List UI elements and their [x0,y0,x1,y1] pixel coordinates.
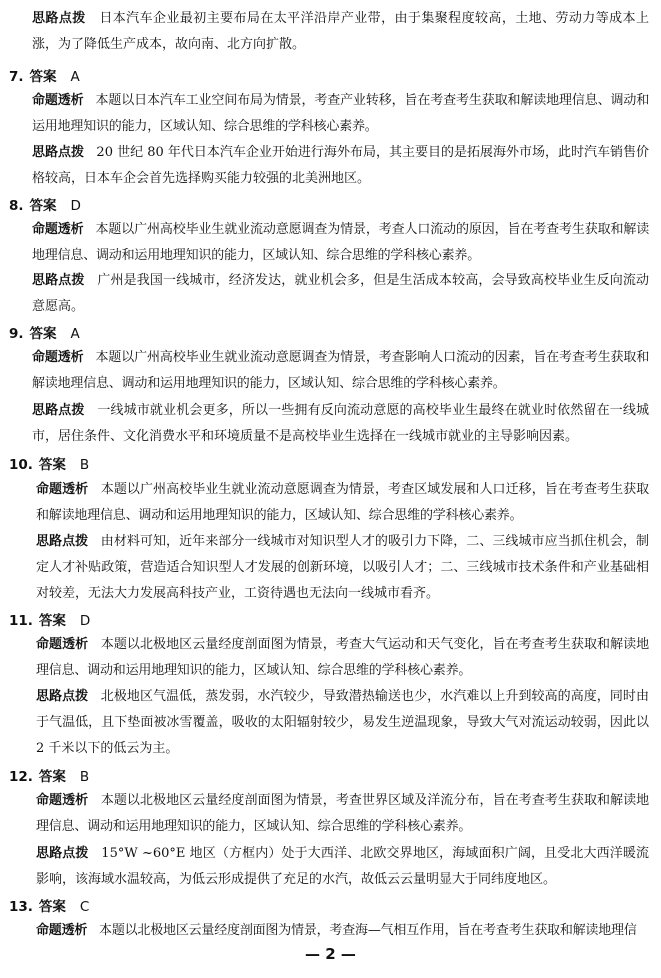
hint-label: 思路点拨 [32,145,85,160]
analysis-text: 本题以广州高校毕业生就业流动意愿调查为情景，考查人口流动的原因，旨在考查考生获取和解读地理信息、调动和运用地理知识的能力，区域认知、综合思维的学科核心素养。 [32,222,649,263]
analysis-text: 本题以北极地区云量经度剖面图为情景，考查海—气相互作用，旨在考查考生获取和解读地理信 [99,923,637,938]
analysis-text: 本题以北极地区云量经度剖面图为情景，考查世界区域及洋流分布，旨在考查考生获取和解读地理信息、调动和运用地理知识的能力，区域认知、综合思维的学科核心素养。 [36,793,649,834]
question-number: 12. [9,769,33,785]
question-11-hint [0,684,661,762]
hint-text: 广州是我国一线城市，经济发达，就业机会多，但是生活成本较高，会导致高校毕业生反向流动意愿高。 [32,273,649,314]
question-10-analysis [0,477,661,529]
question-8-analysis [0,217,661,269]
answer-label: 答案 [29,198,57,214]
analysis-text: 本题以广州高校毕业生就业流动意愿调查为情景，考查区域发展和人口迁移，旨在考查考生获取和解读地理信息、调动和运用地理知识的能力，区域认知、综合思维的学科核心素养。 [36,482,649,523]
question-11-header [9,611,90,631]
analysis-label: 命题透析 [36,923,88,938]
hint-text: 北极地区气温低，蒸发弱，水汽较少，导致潜热输送也少，水汽难以上升到较高的高度，同时由于气温低，且下垫面被冰雪覆盖，吸收的太阳辐射较少，易发生逆温现象，导致大气对流运动较弱，因此以 2 千米以下的低云为主。 [36,689,649,756]
question-number: 11. [9,613,33,629]
question-9-header [9,324,80,344]
hint-text: 由材料可知，近年来部分一线城市对知识型人才的吸引力下降，二、三线城市应当抓住机会，制定人才补贴政策，营造适合知识型人才发展的创新环境，以吸引人才；二、三线城市技术条件和产业基础相对较差，无法大力发展高科技产业，工资待遇也无法向一线城市看齐。 [36,534,649,601]
analysis-text: 本题以广州高校毕业生就业流动意愿调查为情景，考查影响人口流动的因素，旨在考查考生获取和解读地理信息、调动和运用地理知识的能力，区域认知、综合思维的学科核心素养。 [32,350,649,391]
answer-letter: D [79,613,91,629]
analysis-label: 命题透析 [36,482,89,497]
question-8-header [9,196,81,216]
hint-label: 思路点拨 [36,689,89,704]
answer-letter: A [70,326,80,342]
answer-letter: C [79,899,90,915]
question-11-analysis [0,632,661,684]
question-12-hint [0,841,661,893]
question-10-hint [0,529,661,607]
analysis-label: 命题透析 [32,93,84,108]
hint-text: 一线城市就业机会更多，所以一些拥有反向流动意愿的高校毕业生最终在就业时依然留在一线城市，居住条件、文化消费水平和环境质量不是高校毕业生选择在一线城市就业的主导影响因素。 [32,403,649,444]
answer-label: 答案 [38,457,66,473]
question-number: 8. [9,198,24,214]
answer-letter: D [70,198,81,214]
question-number: 7. [9,69,24,85]
answer-letter: A [70,69,80,85]
question-7-analysis [0,88,661,140]
question-8-hint [0,268,661,320]
analysis-label: 命题透析 [36,793,89,808]
question-7-header [9,67,80,87]
question-12-header [9,767,89,787]
question-9-hint [0,398,661,450]
answer-label: 答案 [38,769,66,785]
question-9-analysis [0,345,661,397]
intro-hint-paragraph [32,6,649,58]
answer-letter: B [79,769,90,785]
question-number: 13. [9,899,33,915]
question-number: 9. [9,326,24,342]
answer-label: 答案 [29,69,57,85]
analysis-label: 命题透析 [32,350,84,365]
analysis-text: 本题以北极地区云量经度剖面图为情景，考查大气运动和天气变化，旨在考查考生获取和解读地理信息、调动和运用地理知识的能力，区域认知、综合思维的学科核心素养。 [36,637,649,678]
analysis-text: 本题以日本汽车工业空间布局为情景，考查产业转移，旨在考查考生获取和解读地理信息、调动和运用地理知识的能力，区域认知、综合思维的学科核心素养。 [32,93,649,134]
answer-letter: B [79,457,90,473]
hint-text: 20 世纪 80 年代日本汽车企业开始进行海外布局，其主要目的是拓展海外市场，此时汽车销售价格较高，日本车企会首先选择购买能力较强的北美洲地区。 [32,145,649,186]
analysis-label: 命题透析 [32,222,84,237]
hint-label: 思路点拨 [32,11,86,26]
question-13-header [9,897,89,917]
intro-hint-block [0,6,661,58]
hint-label: 思路点拨 [32,403,85,418]
hint-text: 15°W ~60°E 地区（方框内）处于大西洋、北欧交界地区，海域面积广阔，且受北大西洋暖流影响，该海域水温较高，为低云形成提供了充足的水汽，故低云云量明显大于同纬度地区。 [36,846,649,887]
question-number: 10. [9,457,33,473]
page-number: — 2 — [305,945,356,963]
hint-text: 日本汽车企业最初主要布局在太平洋沿岸产业带，由于集聚程度较高，土地、劳动力等成本上涨，为了降低生产成本，故向南、北方向扩散。 [32,11,649,52]
hint-label: 思路点拨 [32,273,85,288]
question-10-header [9,455,89,475]
answer-label: 答案 [38,613,66,629]
question-12-analysis [0,788,661,840]
analysis-label: 命题透析 [36,637,89,652]
question-7-hint [0,140,661,192]
answer-label: 答案 [29,326,57,342]
hint-label: 思路点拨 [36,534,89,549]
answer-label: 答案 [38,899,66,915]
hint-label: 思路点拨 [36,846,89,861]
question-13-analysis [0,918,661,944]
